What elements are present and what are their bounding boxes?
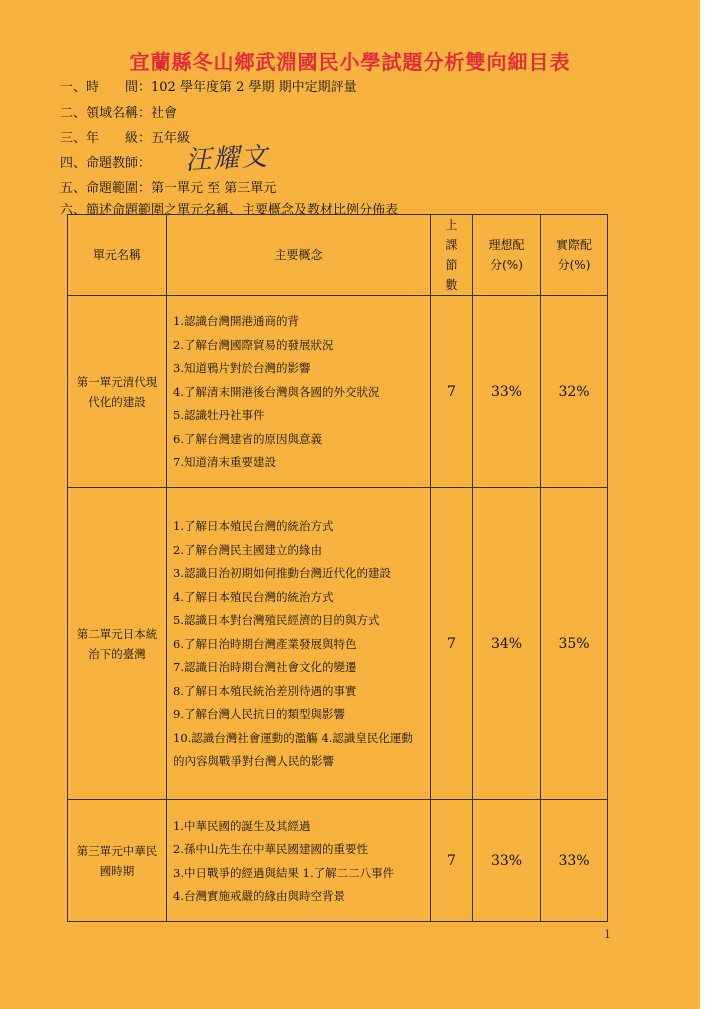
- document-title: 宜蘭縣冬山鄉武淵國民小學試題分析雙向細目表: [129, 50, 571, 74]
- table-header-row: [68, 215, 608, 296]
- concept-item: 6.了解日治時期台灣產業發展與特色: [173, 636, 357, 651]
- concept-item: 5.認識牡丹社事件: [173, 408, 265, 423]
- concept-item: 3.認識日治初期如何推動台灣近代化的建設: [173, 566, 391, 581]
- concept-item: 2.了解台灣國際貿易的發展狀況: [173, 337, 334, 352]
- table-row: [68, 296, 608, 488]
- teacher-signature: 汪耀文: [184, 141, 270, 177]
- info-time-value: 102 學年度第 2 學期 期中定期評量: [151, 80, 357, 95]
- concept-list: [167, 800, 431, 922]
- class-periods: 7: [431, 488, 473, 800]
- header-unit: 單元名稱: [68, 215, 167, 296]
- concept-item: 4.台灣實施戒嚴的緣由與時空背景: [173, 889, 345, 903]
- header-ideal: 理想配分(%): [473, 215, 541, 296]
- concept-item: 1.認識台灣開港通商的背: [173, 314, 299, 329]
- ideal-score: 33%: [473, 800, 541, 922]
- ideal-score: 33%: [473, 296, 541, 488]
- class-periods: 7: [431, 800, 473, 922]
- ideal-score: 34%: [473, 488, 541, 800]
- concept-item: 2.了解台灣民主國建立的緣由: [173, 542, 322, 557]
- concept-item: 7.認識日治時期台灣社會文化的變遷: [173, 660, 357, 675]
- info-scope-label: 五、命題範圍：: [60, 181, 152, 196]
- concept-item: 1.中華民國的誕生及其經過: [173, 818, 311, 833]
- info-time-label: 一、時 間：: [60, 80, 152, 95]
- info-scope-value: 第一單元 至 第三單元: [151, 181, 277, 196]
- info-scope: [60, 177, 276, 196]
- table-row: [68, 488, 608, 800]
- info-grade-value: 五年級: [151, 131, 191, 146]
- concept-item: 7.知道清末重要建設: [173, 455, 276, 470]
- info-teacher-label: 四、命題教師：: [60, 156, 152, 171]
- actual-score: 35%: [541, 488, 608, 800]
- info-grade-label: 三、年 級：: [60, 131, 152, 146]
- concept-item: 6.了解台灣建省的原因與意義: [173, 431, 322, 446]
- page-number: 1: [604, 928, 611, 941]
- info-summary-label: 六、簡述命題範圍之單元名稱、主要概念及教材比例分佈表: [60, 203, 399, 218]
- concept-item: 4.了解日本殖民台灣的統治方式: [173, 589, 334, 604]
- concept-list: [167, 488, 431, 800]
- concept-item: 9.了解台灣人民抗日的類型與影響: [173, 707, 345, 722]
- unit-name: 第三單元中華民國時期: [68, 800, 167, 922]
- actual-score: 33%: [541, 800, 608, 922]
- info-domain: [60, 102, 177, 121]
- unit-name: 第二單元日本統治下的臺灣: [68, 488, 167, 800]
- info-domain-label: 二、領域名稱：: [60, 106, 152, 121]
- concept-item: 5.認識日本對台灣殖民經濟的目的與方式: [173, 613, 380, 628]
- concept-item: 3.中日戰爭的經過與結果 1.了解二二八事件: [173, 865, 395, 880]
- concept-item: 4.了解清末開港後台灣與各國的外交狀況: [173, 384, 380, 399]
- unit-name: 第一單元清代現代化的建設: [68, 296, 167, 488]
- table-row: [68, 800, 608, 922]
- info-domain-value: 社會: [151, 106, 178, 121]
- header-periods: 上課節數: [431, 215, 473, 296]
- concept-item: 2.孫中山先生在中華民國建國的重要性: [173, 842, 368, 856]
- actual-score: 32%: [541, 296, 608, 488]
- header-actual: 實際配分(%): [541, 215, 608, 296]
- info-time: [60, 76, 357, 95]
- concept-list: [167, 296, 431, 488]
- concept-item: 8.了解日本殖民統治差別待遇的事實: [173, 683, 357, 698]
- concept-item: 3.知道鴉片對於台灣的影響: [173, 361, 311, 376]
- info-grade: [60, 127, 190, 146]
- analysis-table: [67, 214, 608, 922]
- page-margin: [700, 0, 711, 1009]
- concept-item: 1.了解日本殖民台灣的統治方式: [173, 519, 334, 534]
- header-concept: 主要概念: [167, 215, 431, 296]
- class-periods: 7: [431, 296, 473, 488]
- concept-item: 10.認識台灣社會運動的濫觴 4.認識皇民化運動的內容與戰爭對台灣人民的影響: [173, 730, 413, 769]
- info-teacher: [60, 152, 151, 171]
